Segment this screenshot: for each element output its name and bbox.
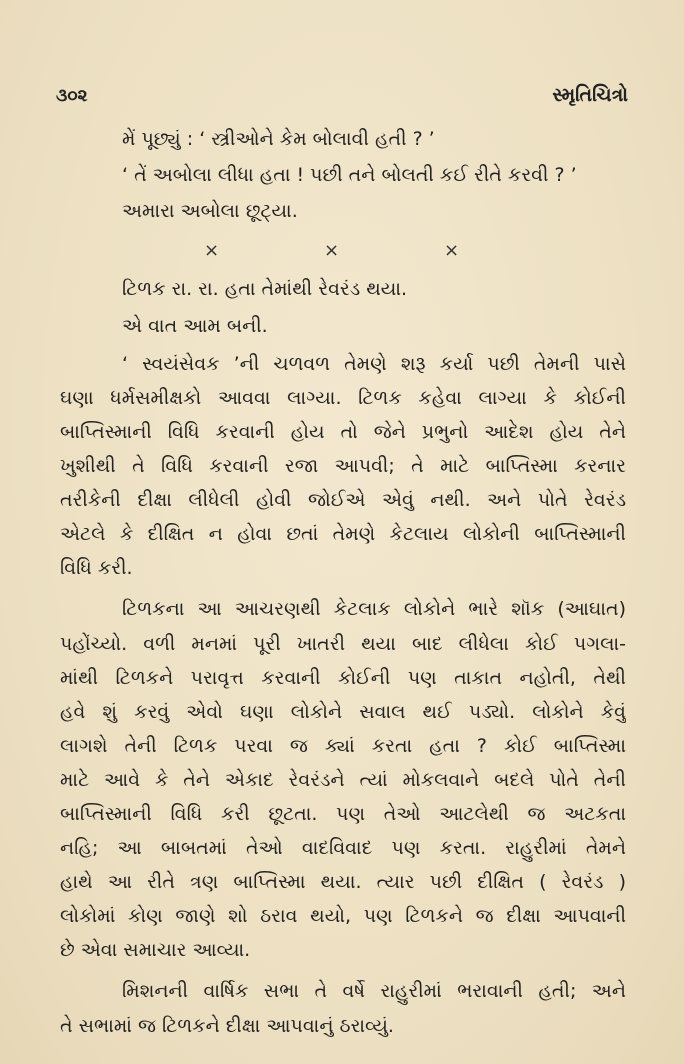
section-separator-1: ×: [204, 240, 220, 261]
page-number: ૩૦૨: [56, 86, 88, 106]
paragraph-2-line-1: ટિળકના આ આચરણથી કેટલાક લોકોને ભારે શૉક (આઘાત): [122, 598, 626, 620]
text-line-5: એ વાત આમ બની.: [122, 315, 268, 337]
section-separator-3: ×: [444, 240, 460, 261]
paragraph-2-line-10: લોકોમાં કોણ જાણે શો ઠરાવ થયો, પણ ટિળકને જ દીક્ષા આપવાની: [60, 905, 626, 927]
section-separator-2: ×: [324, 240, 340, 261]
paragraph-1-line-4: ખુશીથી તે વિધિ કરવાની રજા આપવી; તે માટે બાપ્તિસ્મા કરનાર: [60, 455, 626, 477]
paragraph-1-line-3: બાપ્તિસ્માની વિધિ કરવાની હોય તો જેને પ્રભુનો આદેશ હોય તેને: [60, 421, 626, 443]
paragraph-2-line-6: માટે આવે કે તેને એકાદ રેવરંડને ત્યાં મોકલવાને બદલે પોતે તેની: [60, 769, 626, 791]
paragraph-2-line-8: નહિ; આ બાબતમાં તેઓ વાદવિવાદ પણ કરતા. રાહુરીમાં તેમને: [60, 837, 626, 859]
text-line-2: ‘ તેં અબોલા લીધા હતા ! પછી તને બોલતી કઈ રીતે કરવી ? ’: [122, 164, 577, 186]
paragraph-2-line-5: લાગશે તેની ટિળક પરવા જ ક્યાં કરતા હતા ? કોઈ બાપ્તિસ્મા: [60, 735, 626, 757]
paragraph-1-line-5: તરીકેની દીક્ષા લીધેલી હોવી જોઈએ એવું નથી. અને પોતે રેવરંડ: [60, 489, 626, 511]
paragraph-1-line-6: એટલે કે દીક્ષિત ન હોવા છતાં તેમણે કેટલાય લોકોની બાપ્તિસ્માની: [60, 523, 626, 545]
paragraph-2-line-3: માંથી ટિળકને પરાવૃત્ત કરવાની કોઈની પણ તાકાત નહોતી, તેથી: [60, 667, 626, 689]
paragraph-3-line-2: તે સભામાં જ ટિળકને દીક્ષા આપવાનું ઠરાવ્યું.: [60, 1015, 394, 1037]
text-line-4: ટિળક રા. રા. હતા તેમાંથી રેવરંડ થયા.: [122, 278, 408, 300]
text-line-1: મેં પૂછ્યું : ‘ સ્ત્રીઓને કેમ બોલાવી હતી ? ’: [122, 128, 435, 150]
paragraph-2-line-7: બાપ્તિસ્માની વિધિ કરી છૂટતા. પણ તેઓ આટલેથી જ અટકતા: [60, 803, 626, 825]
running-header: સ્મૃતિચિત્રો: [552, 84, 628, 106]
paragraph-3-line-1: મિશનની વાર્ષિક સભા તે વર્ષે રાહુરીમાં ભરાવાની હતી; અને: [122, 980, 626, 1002]
paragraph-1-line-2: ઘણા ધર્મસમીક્ષકો આવવા લાગ્યા. ટિળક કહેવા લાગ્યા કે કોઈની: [60, 387, 626, 409]
paragraph-1-line-7: વિધિ કરી.: [60, 557, 133, 579]
paragraph-2-line-11: છે એવા સમાચાર આવ્યા.: [60, 939, 251, 961]
paragraph-2-line-2: પહોંચ્યો. વળી મનમાં પૂરી ખાતરી થયા બાદ લીધેલા કોઈ પગલા-: [60, 633, 626, 655]
paragraph-1-line-1: ‘ સ્વયંસેવક ’ની ચળવળ તેમણે શરૂ કર્યા પછી તેમની પાસે: [122, 353, 626, 375]
text-line-3: અમારા અબોલા છૂટ્યા.: [122, 200, 298, 222]
paragraph-2-line-9: હાથે આ રીતે ત્રણ બાપ્તિસ્મા થયા. ત્યાર પછી દીક્ષિત ( રેવરંડ ): [60, 871, 626, 893]
paragraph-2-line-4: હવે શું કરવું એવો ઘણા લોકોને સવાલ થઈ પડ્યો. લોકોને કેવું: [60, 701, 626, 723]
